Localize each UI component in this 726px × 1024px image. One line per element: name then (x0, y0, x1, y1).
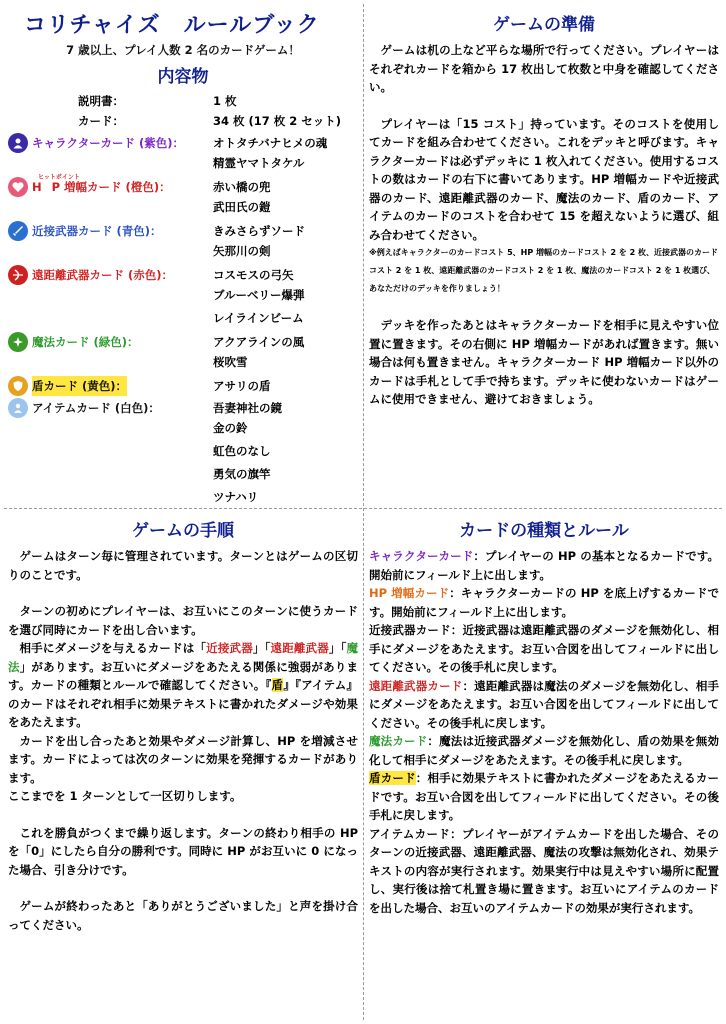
bow-icon (8, 265, 28, 285)
procedure-paragraph (8, 639, 358, 732)
contents-value: 1 枚 (213, 94, 237, 108)
preparation-paragraph: ゲームは机の上など平らな場所で行ってください。プレイヤーはそれぞれカードを箱から 17 枚出して枚数と中身を確認してください。 (369, 43, 719, 94)
card-row-character (8, 133, 358, 173)
rule-item (369, 825, 719, 918)
card-label: 盾カード (黄色)： (32, 376, 127, 396)
subtitle: 7 歳以上、プレイ人数 2 名のカードゲーム！ (66, 43, 300, 57)
card-name: アサリの盾 (213, 379, 271, 393)
procedure-paragraph: これを勝負がつくまで繰り返します。ターンの終わり相手の HP を「0」にしたら自分の勝利です。同時に HP がお互いに 0 になった場合、引き分けです。 (8, 825, 358, 877)
cost-text: プレイヤーは「15 コスト」持っています。そのコストを使用してカードを組み合わせてください。これをデッキと呼びます。 (369, 116, 719, 149)
text: 』のカードはそれぞれ相手に効果テキストに書かれたダメージや効果をあたえます。 (8, 678, 358, 729)
card-name: コスモスの弓矢 (213, 268, 294, 282)
keyword-item: アイテム (301, 678, 347, 692)
item-icon (8, 398, 28, 418)
card-name: きみさらずソード (213, 224, 305, 238)
sword-icon (8, 221, 28, 241)
card-name: 勇気の旗竿 (213, 467, 271, 481)
cost-detail-text: 使用するコストの数はカードの右下に書いてあります。HP 増幅カードや近接武器のカード、遠距離武器のカード、魔法のカード、盾のカード、アイテムのカードのコストを合わせて 15 を超えないように選び、組み合わせてください。 (369, 153, 719, 242)
card-name: 武田氏の鎧 (213, 200, 271, 214)
keyword-shield: 盾 (271, 678, 284, 692)
text: 相手にダメージを与えるカードは「 (19, 641, 207, 655)
vertical-divider (363, 4, 364, 1020)
rule-hp (369, 584, 719, 621)
keyword-magic: 魔法 (8, 641, 358, 674)
heart-icon (8, 177, 28, 197)
procedure-paragraph: ゲームが終わったあと「ありがとうございました」と声を掛け合ってください。 (8, 899, 358, 932)
card-name: 金の鈴 (213, 421, 248, 435)
keyword-melee: 近接武器 (206, 641, 253, 655)
contents-row-manual (8, 91, 358, 111)
card-row-melee (8, 221, 358, 261)
rule-label: 遠距離武器カード (369, 678, 463, 693)
preparation-paragraph: デッキを作ったあとはキャラクターカードを相手に見えやすい位置に置きます。その右側に HP 増幅カードがあれば置きます。無い場合は何も置きません。キャラクターカード HP 増幅カード以外のカードは手札として手で持ちます。デッキに使わないカードはゲームに使用できません、避けておきましょう。 (369, 318, 719, 406)
hp-letter: H (32, 180, 42, 194)
card-row-shield (8, 376, 358, 396)
card-label: 遠距離武器カード (赤色)： (32, 268, 174, 282)
card-label: P 増幅カード (橙色)： (51, 180, 171, 194)
card-label: 近接武器カード (青色)： (32, 224, 162, 238)
magic-icon (8, 332, 28, 352)
card-row-hp (8, 174, 358, 217)
rule-label: アイテムカード (369, 826, 451, 841)
card-name: ブルーベリー爆弾 (213, 288, 305, 302)
rule-character (369, 547, 719, 584)
rule-text: ：遠距離武器は魔法のダメージを無効化し、相手にダメージをあたえます。お互い合図を出してフィールドに出してください。その後手札に戻します。 (369, 678, 719, 730)
preparation-paragraph (369, 115, 719, 245)
rule-magic (369, 732, 719, 769)
rule-label: キャラクターカード (369, 549, 474, 563)
rule-melee (369, 621, 719, 677)
card-name: ツナハリ (213, 490, 259, 502)
contents-heading: 内容物 (157, 67, 209, 87)
deck-example-note: ※例えばキャラクターのカードコスト 5、HP 増幅のカードコスト 2 を 2 枚、近接武器のカードコスト 2 を 1 枚、遠距離武器のカードコスト 2 を 1 枚、魔法のカードコスト 2 を 1 枚選び、あなただけのデッキを作りましょう！ (369, 248, 718, 293)
rule-label: 近接武器カード (369, 623, 451, 637)
text: 」「 (328, 641, 347, 655)
text: 」があります。お互いにダメージをあたえる関係に強弱があります。カードの種類とルールで確認してください。『 (8, 659, 358, 692)
person-icon (8, 133, 28, 153)
preparation-heading: ゲームの準備 (493, 15, 595, 35)
procedure-section (8, 512, 358, 1018)
rule-text: ：プレイヤーがアイテムカードを出した場合、そのターンの近接武器、遠距離武器、魔法の攻撃は無効化され、効果テキストの内容が実行されます。効果実行中は見えやすい場所に配置し、実行後は捨て札置き場に置きます。お互いにアイテムのカードを出した場合、お互いのアイテムカードの効果が実行されます。 (369, 826, 719, 915)
card-name: 桜吹雪 (213, 355, 248, 369)
rule-text: ：キャラクターカードの HP を底上げするカードです。開始前にフィールド上に出します。 (369, 586, 719, 619)
card-name: オトタチバナヒメの魂 (213, 136, 328, 150)
procedure-heading: ゲームの手順 (132, 521, 234, 541)
procedure-paragraph: ここまでを 1 ターンとして一区切りします。 (8, 789, 242, 803)
contents-section (8, 6, 358, 502)
rule-label: HP 増幅カード (369, 586, 450, 600)
character-required-text: キャラクターカードは必ずデッキに 1 枚入れてください。 (369, 135, 719, 168)
card-name: 吾妻神社の鏡 (213, 401, 282, 415)
contents-row-cards (8, 111, 358, 131)
rule-text: ：プレイヤーの HP の基本となるカードです。開始前にフィールド上に出します。 (369, 549, 719, 582)
contents-label: 説明書： (78, 94, 124, 108)
shield-icon (8, 376, 28, 396)
rule-text: ：魔法は近接武器ダメージを無効化し、盾の効果を無効化して相手にダメージをあたえます。その後手札に戻します。 (369, 734, 719, 767)
card-name: 虹色のなし (213, 444, 271, 458)
card-label: キャラクターカード (紫色)： (32, 136, 185, 150)
card-row-magic (8, 332, 358, 372)
card-rules-section (369, 512, 719, 1018)
card-rules-heading: カードの種類とルール (459, 521, 629, 541)
card-name: アクアラインの風 (213, 335, 305, 349)
rule-text: ：相手に効果テキストに書かれたダメージをあたえるカードです。お互い合図を出してフィールドに出してください。その後手札に戻します。 (369, 771, 719, 822)
card-name: 精霊ヤマトタケル (213, 156, 305, 170)
keyword-ranged: 遠距離武器 (270, 641, 329, 655)
rule-label: 盾カード (369, 771, 416, 785)
hp-ruby-text: ヒットポイント (38, 174, 80, 181)
horizontal-divider (4, 508, 722, 509)
procedure-paragraph: カードを出し合ったあと効果やダメージ計算し、HP を増減させます。カードによっては次のターンに効果を発揮するカードがあります。 (8, 733, 358, 785)
card-name: レイラインビーム (213, 311, 304, 325)
page-title: コリチャイズ ルールブック (24, 13, 320, 38)
rule-label: 魔法カード (369, 734, 428, 748)
rule-shield (369, 769, 719, 825)
procedure-paragraph: ターンの初めにプレイヤーは、お互いにこのターンに使うカードを選び同時にカードを出し合います。 (8, 604, 358, 637)
card-label: 魔法カード (緑色)： (32, 335, 139, 349)
preparation-section (369, 6, 719, 502)
rule-ranged (369, 677, 719, 733)
card-label: アイテムカード (白色)： (32, 401, 160, 415)
card-row-ranged (8, 265, 358, 328)
rule-text: ：近接武器は遠距離武器のダメージを無効化し、相手にダメージをあたえます。お互い合図を出してフィールドに出してください。その後手札に戻します。 (369, 623, 719, 674)
card-name: 矢那川の剣 (213, 244, 271, 258)
card-name: 赤い橋の兜 (213, 180, 271, 194)
contents-value: 34 枚 (17 枚 2 セット) (213, 114, 342, 128)
text: 』『 (283, 678, 302, 692)
card-row-item (8, 398, 358, 502)
procedure-paragraph: ゲームはターン毎に管理されています。ターンとはゲームの区切りのことです。 (8, 549, 358, 582)
contents-label: カード： (78, 114, 124, 128)
text: 」「 (252, 641, 271, 655)
